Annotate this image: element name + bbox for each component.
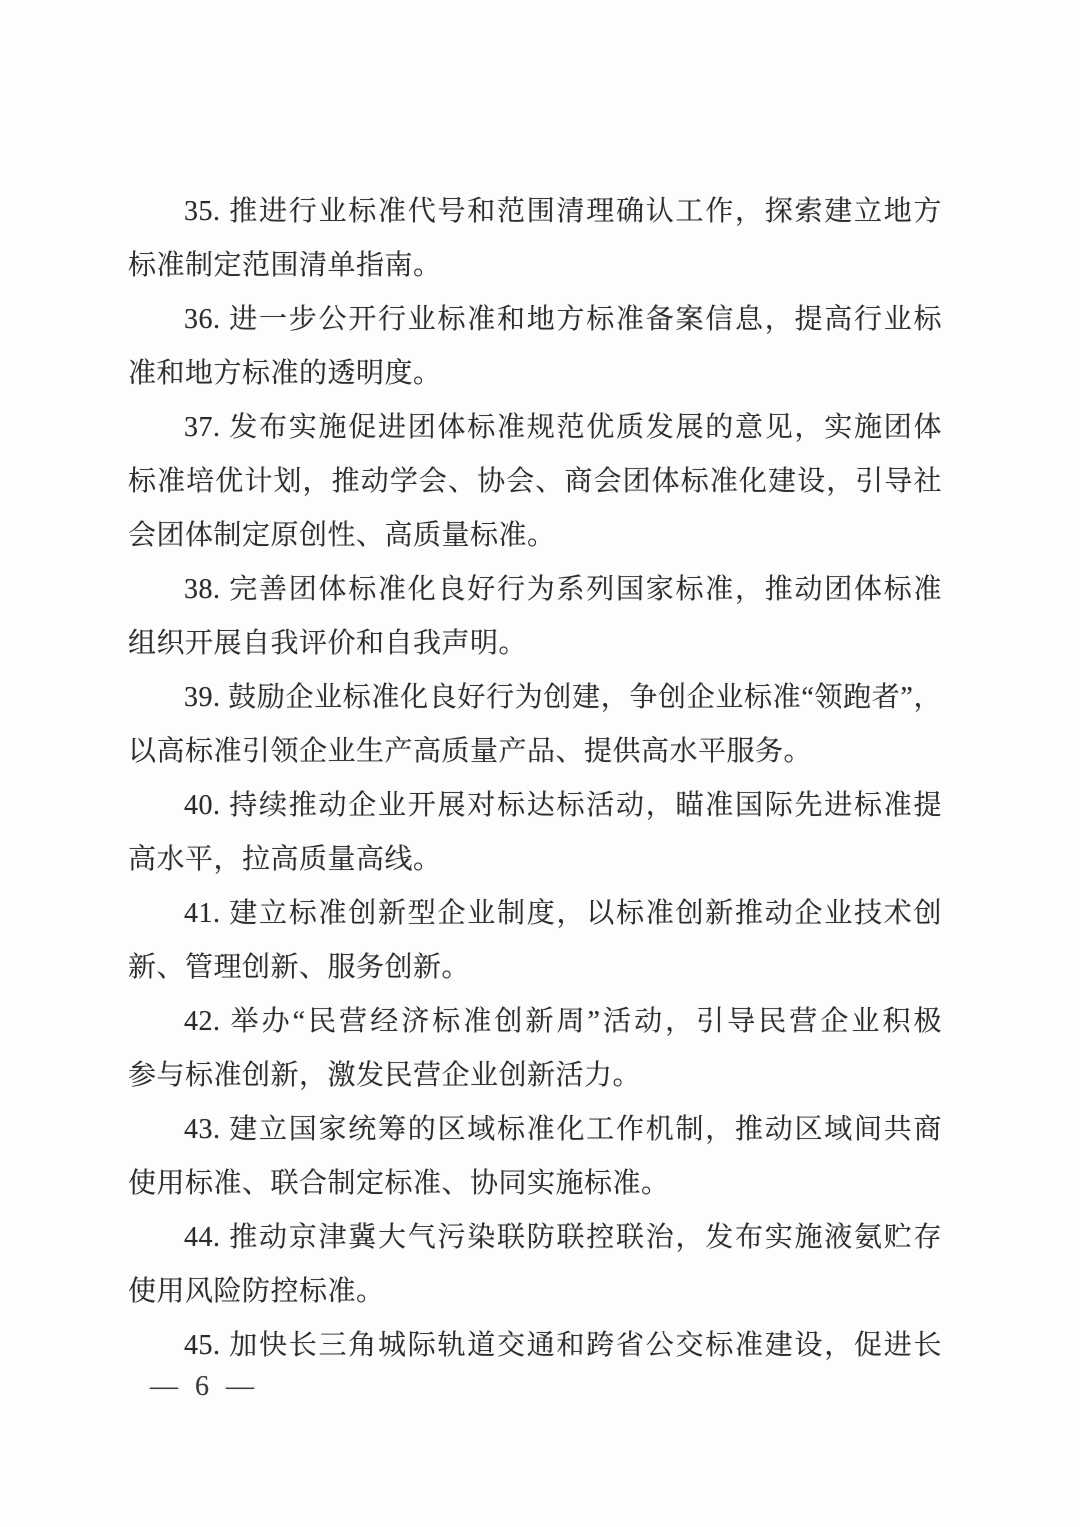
paragraph-44 [128, 1211, 942, 1319]
paragraph-35-line-1: 35. 推进行业标准代号和范围清理确认工作，探索建立地方 [184, 196, 942, 227]
paragraph-39-line-2: 以高标准引领企业生产高质量产品、提供高水平服务。 [128, 736, 813, 767]
paragraph-45-line-1: 45. 加快长三角城际轨道交通和跨省公交标准建设，促进长 [184, 1330, 942, 1361]
paragraph-36-line-2: 准和地方标准的透明度。 [128, 358, 442, 389]
paragraph-35-line-2: 标准制定范围清单指南。 [128, 250, 442, 281]
paragraph-41-line-1: 41. 建立标准创新型企业制度，以标准创新推动企业技术创 [184, 898, 942, 929]
paragraph-45 [128, 1319, 942, 1373]
paragraph-40 [128, 779, 942, 887]
page-number: — 6 — [150, 1371, 256, 1402]
paragraph-37-line-2: 标准培优计划，推动学会、协会、商会团体标准化建设，引导社 [128, 466, 942, 497]
paragraph-39 [128, 671, 942, 779]
document-body [128, 185, 942, 1373]
paragraph-43 [128, 1103, 942, 1211]
paragraph-39-line-1: 39. 鼓励企业标准化良好行为创建，争创企业标准“领跑者”， [184, 682, 942, 713]
paragraph-37 [128, 401, 942, 563]
paragraph-36 [128, 293, 942, 401]
paragraph-37-line-1: 37. 发布实施促进团体标准规范优质发展的意见，实施团体 [184, 412, 942, 443]
paragraph-42-line-2: 参与标准创新，激发民营企业创新活力。 [128, 1060, 642, 1091]
paragraph-40-line-2: 高水平，拉高质量高线。 [128, 844, 442, 875]
paragraph-42-line-1: 42. 举办“民营经济标准创新周”活动，引导民营企业积极 [184, 1006, 942, 1037]
paragraph-41-line-2: 新、管理创新、服务创新。 [128, 952, 471, 983]
paragraph-44-line-1: 44. 推动京津冀大气污染联防联控联治，发布实施液氨贮存 [184, 1222, 942, 1253]
paragraph-38-line-1: 38. 完善团体标准化良好行为系列国家标准，推动团体标准 [184, 574, 942, 605]
paragraph-38 [128, 563, 942, 671]
paragraph-40-line-1: 40. 持续推动企业开展对标达标活动，瞄准国际先进标准提 [184, 790, 942, 821]
paragraph-42 [128, 995, 942, 1103]
paragraph-43-line-2: 使用标准、联合制定标准、协同实施标准。 [128, 1168, 670, 1199]
paragraph-37-line-3: 会团体制定原创性、高质量标准。 [128, 520, 556, 551]
paragraph-41 [128, 887, 942, 995]
paragraph-35 [128, 185, 942, 293]
paragraph-44-line-2: 使用风险防控标准。 [128, 1276, 385, 1307]
paragraph-38-line-2: 组织开展自我评价和自我声明。 [128, 628, 528, 659]
paragraph-43-line-1: 43. 建立国家统筹的区域标准化工作机制，推动区域间共商 [184, 1114, 942, 1145]
paragraph-36-line-1: 36. 进一步公开行业标准和地方标准备案信息，提高行业标 [184, 304, 942, 335]
